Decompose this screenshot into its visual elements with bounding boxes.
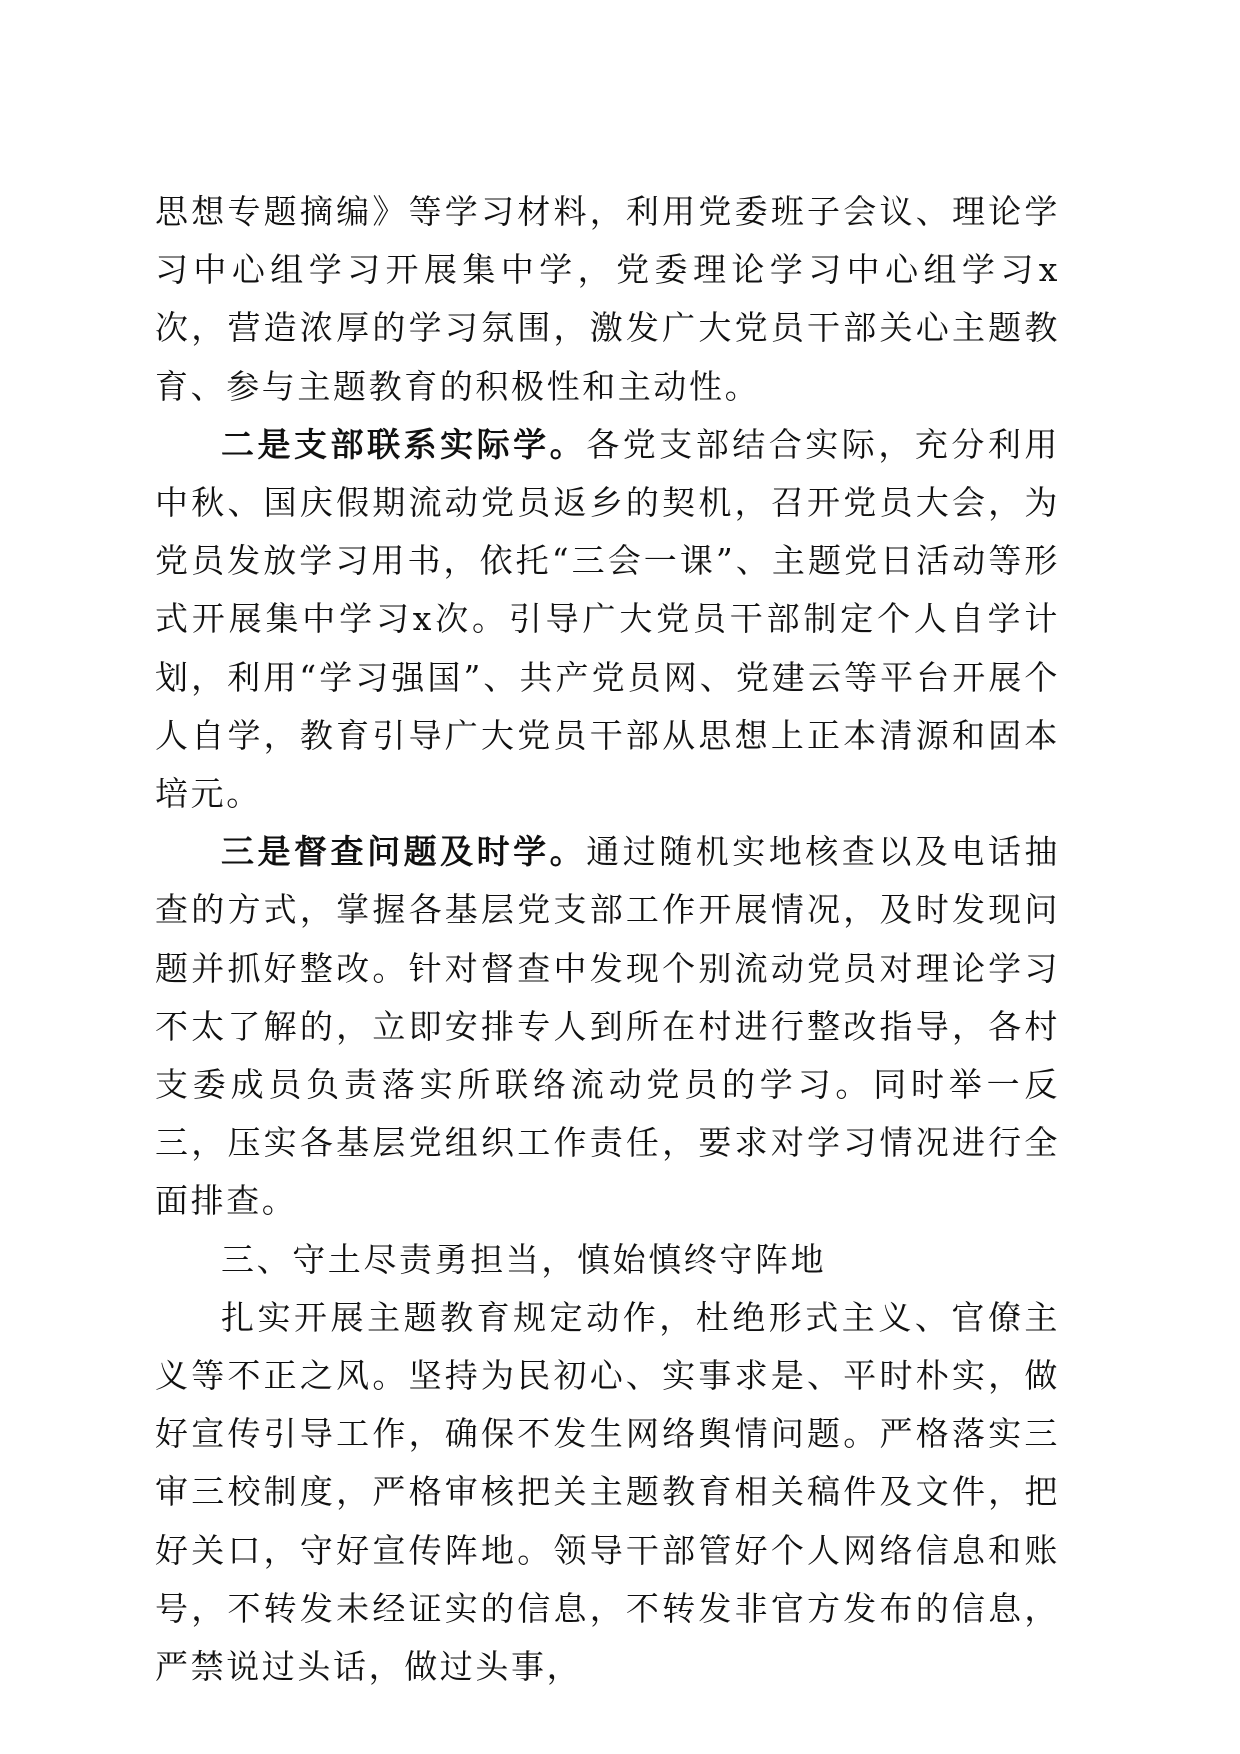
document-body [155,183,1060,1696]
paragraph-branch-study [155,416,1060,823]
paragraph-lead-heading: 三是督查问题及时学。 [221,832,587,872]
paragraph-text: 思想专题摘编》等学习材料，利用党委班子会议、理论学习中心组学习开展集中学，党委理论学习中心组学习x次，营造浓厚的学习氛围，激发广大党员干部关心主题教育、参与主题教育的积极性和主动性。 [155,192,1060,406]
paragraph-text: 各党支部结合实际，充分利用中秋、国庆假期流动党员返乡的契机，召开党员大会，为党员发放学习用书，依托“三会一课”、主题党日活动等形式开展集中学习x次。引导广大党员干部制定个人自学计划，利用“学习强国”、共产党员网、党建云等平台开展个人自学，教育引导广大党员干部从思想上正本清源和固本培元。 [155,424,1060,814]
paragraph-text: 通过随机实地核查以及电话抽查的方式，掌握各基层党支部工作开展情况，及时发现问题并抓好整改。针对督查中发现个别流动党员对理论学习不太了解的，立即安排专人到所在村进行整改指导，各村支委成员负责落实所联络流动党员的学习。同时举一反三，压实各基层党组织工作责任，要求对学习情况进行全面排查。 [155,832,1060,1221]
paragraph-continuation [155,183,1060,416]
section-heading [155,1231,1060,1289]
paragraph-text: 扎实开展主题教育规定动作，杜绝形式主义、官僚主义等不正之风。坚持为民初心、实事求是、平时朴实，做好宣传引导工作，确保不发生网络舆情问题。严格落实三审三校制度，严格审核把关主题教育相关稿件及文件，把好关口，守好宣传阵地。领导干部管好个人网络信息和账号，不转发未经证实的信息，不转发非官方发布的信息，严禁说过头话，做过头事， [155,1297,1060,1687]
section-heading-text: 三、守土尽责勇担当，慎始慎终守阵地 [221,1239,827,1279]
paragraph-lead-heading: 二是支部联系实际学。 [221,424,587,464]
paragraph-propaganda [155,1289,1060,1696]
paragraph-inspection-study [155,823,1060,1230]
